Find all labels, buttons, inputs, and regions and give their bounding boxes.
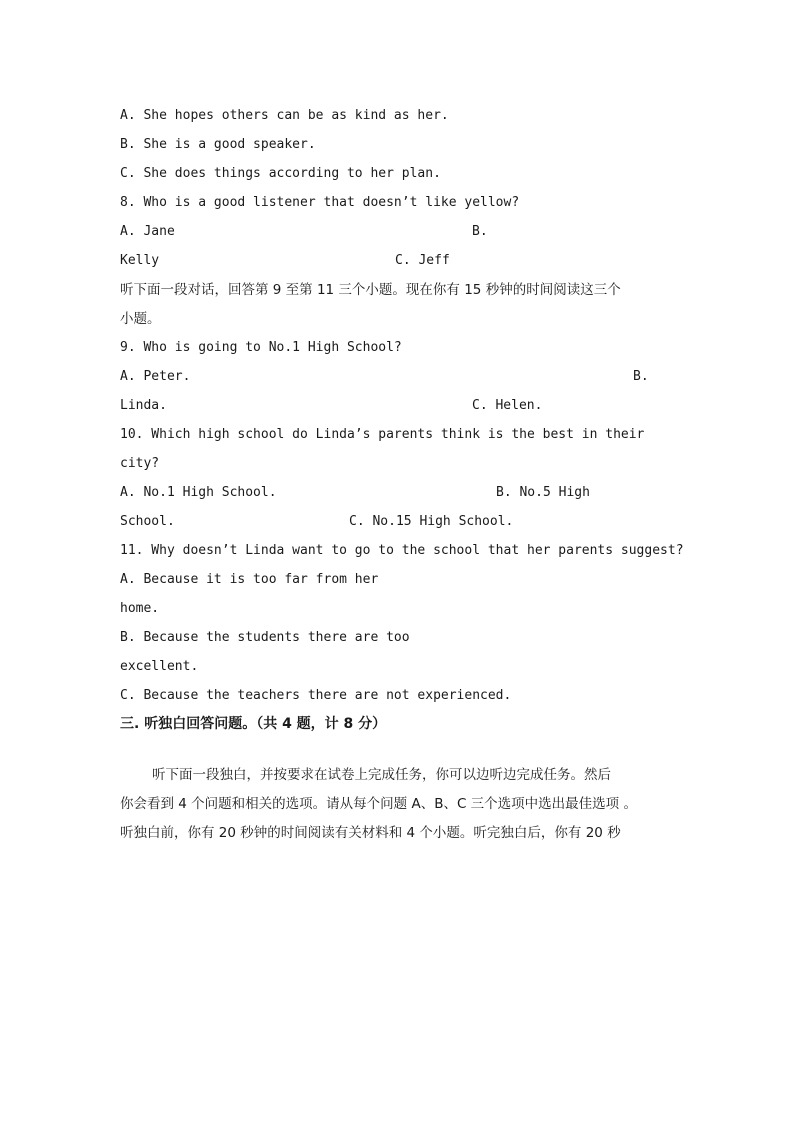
monologue-instruction-line3: 听独白前，你有 20 秒钟的时间阅读有关材料和 4 个小题。听完独白后，你有 20 秒 (120, 825, 621, 841)
q8-option-a: A. Jane (120, 224, 175, 239)
q7-option-a: A. She hopes others can be as kind as her. (120, 108, 449, 123)
q10-question-line1: 10. Which high school do Linda’s parents think is the best in their (120, 427, 645, 442)
q11-option-c: C. Because the teachers there are not experienced. (120, 688, 512, 703)
q9-option-c: C. Helen. (472, 398, 543, 413)
section-instruction-line2: 小题。 (120, 311, 161, 327)
q9-option-b-text: Linda. (120, 398, 167, 413)
q8-option-c: C. Jeff (395, 253, 450, 268)
q10-option-b-start: B. No.5 High (496, 485, 590, 500)
q9-question: 9. Who is going to No.1 High School? (120, 340, 402, 355)
q11-option-a-line2: home. (120, 601, 160, 616)
monologue-instruction-line2: 你会看到 4 个问题和相关的选项。请从每个问题 A、B、C 三个选项中选出最佳选项 。 (120, 796, 637, 812)
q8-question: 8. Who is a good listener that doesn’t like yellow? (120, 195, 520, 210)
q10-question-line2: city? (120, 456, 160, 471)
q10-option-c: C. No.15 High School. (349, 514, 514, 529)
q11-question: 11. Why doesn’t Linda want to go to the school that her parents suggest? (120, 543, 684, 558)
q9-option-b-marker: B. (633, 369, 649, 384)
q8-option-b-marker: B. (472, 224, 488, 239)
q10-option-a: A. No.1 High School. (120, 485, 277, 500)
q8-option-b-text: Kelly (120, 253, 160, 268)
q11-option-b-line2: excellent. (120, 659, 199, 674)
monologue-instruction-line1: 听下面一段独白，并按要求在试卷上完成任务，你可以边听边完成任务。然后 (152, 767, 611, 783)
q7-option-c: C. She does things according to her plan. (120, 166, 441, 181)
q11-option-b-line1: B. Because the students there are too (120, 630, 410, 645)
q7-option-b: B. She is a good speaker. (120, 137, 316, 152)
section-three-heading: 三. 听独白回答问题。（共 4 题，计 8 分） (120, 716, 387, 732)
q11-option-a-line1: A. Because it is too far from her (120, 572, 379, 587)
q9-option-a: A. Peter. (120, 369, 191, 384)
q10-option-b-end: School. (120, 514, 175, 529)
section-instruction-line1: 听下面一段对话，回答第 9 至第 11 三个小题。现在你有 15 秒钟的时间阅读这三个 (120, 282, 621, 298)
